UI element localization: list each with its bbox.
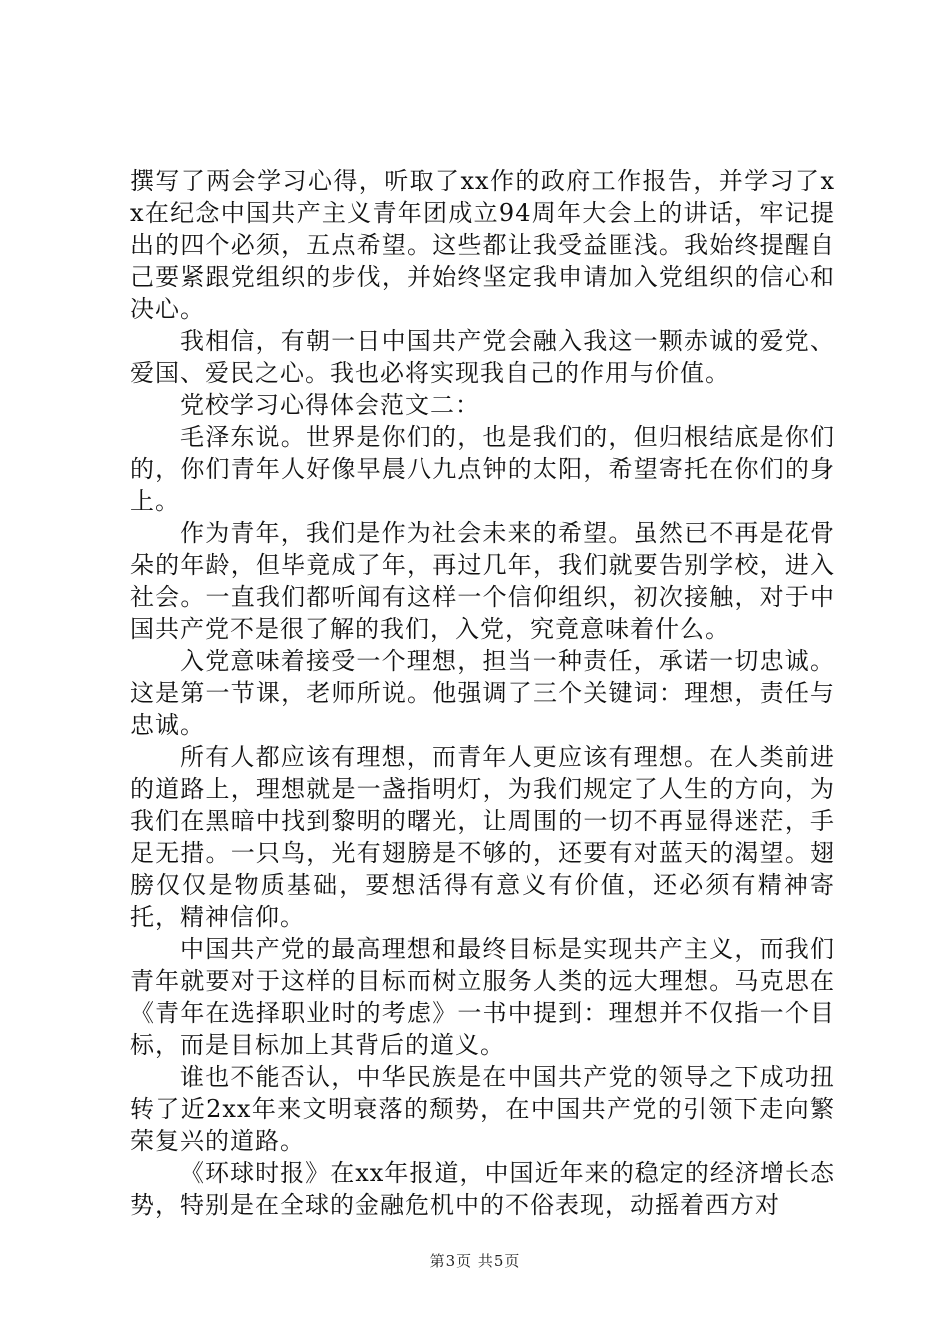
paragraph: 作为青年，我们是作为社会未来的希望。虽然已不再是花骨朵的年龄，但毕竟成了年，再过几年，我们就要告别学校，进入社会。一直我们都听闻有这样一个信仰组织，初次接触，对于中国共产党不是很了解的我们，入党，究竟意味着什么。	[130, 519, 835, 643]
paragraph: 《环球时报》在xx年报道，中国近年来的稳定的经济增长态势，特别是在全球的金融危机中的不俗表现，动摇着西方对	[130, 1159, 835, 1219]
paragraph: 我相信，有朝一日中国共产党会融入我这一颗赤诚的爱党、爱国、爱民之心。我也必将实现我自己的作用与价值。	[130, 327, 835, 387]
paragraph-continuation: 撰写了两会学习心得，听取了xx作的政府工作报告，并学习了xx在纪念中国共产主义青年团成立94周年大会上的讲话，牢记提出的四个必须，五点希望。这些都让我受益匪浅。我始终提醒自己要紧跟党组织的步伐，并始终坚定我申请加入党组织的信心和决心。	[130, 167, 835, 323]
document-body	[130, 165, 835, 1221]
paragraph: 谁也不能否认，中华民族是在中国共产党的领导之下成功扭转了近2xx年来文明衰落的颓势，在中国共产党的引领下走向繁荣复兴的道路。	[130, 1063, 835, 1155]
paragraph: 所有人都应该有理想，而青年人更应该有理想。在人类前进的道路上，理想就是一盏指明灯，为我们规定了人生的方向，为我们在黑暗中找到黎明的曙光，让周围的一切不再显得迷茫，手足无措。一只鸟，光有翅膀是不够的，还要有对蓝天的渴望。翅膀仅仅是物质基础，要想活得有意义有价值，还必须有精神寄托，精神信仰。	[130, 743, 835, 931]
paragraph: 中国共产党的最高理想和最终目标是实现共产主义，而我们青年就要对于这样的目标而树立服务人类的远大理想。马克思在《青年在选择职业时的考虑》一书中提到：理想并不仅指一个目标，而是目标加上其背后的道义。	[130, 935, 835, 1059]
page-footer	[0, 1250, 950, 1271]
paragraph: 毛泽东说。世界是你们的，也是我们的，但归根结底是你们的，你们青年人好像早晨八九点钟的太阳，希望寄托在你们的身上。	[130, 423, 835, 515]
section-heading: 党校学习心得体会范文二：	[180, 391, 480, 419]
page-number: 第3页 共5页	[429, 1252, 521, 1270]
paragraph: 入党意味着接受一个理想，担当一种责任，承诺一切忠诚。这是第一节课，老师所说。他强调了三个关键词：理想，责任与忠诚。	[130, 647, 835, 739]
